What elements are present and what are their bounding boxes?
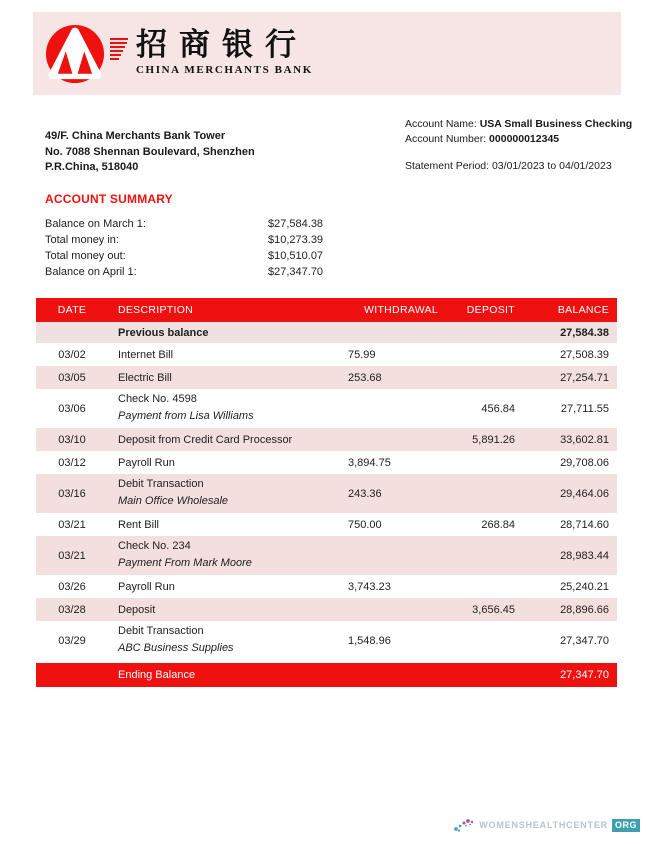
tx-deposit: 268.84 — [481, 518, 515, 531]
tx-withdrawal: 1,548.96 — [348, 634, 391, 647]
summary-row — [45, 232, 375, 248]
tx-date: 03/28 — [58, 603, 86, 616]
transactions-table — [36, 298, 617, 687]
footer-brand-suffix: ORG — [612, 819, 640, 832]
table-header-row — [36, 298, 617, 322]
tx-description-main: Debit Transaction — [118, 625, 204, 637]
tx-date: 03/29 — [58, 634, 86, 647]
tx-date: 03/02 — [58, 348, 86, 361]
tx-description — [108, 433, 340, 447]
summary-row — [45, 248, 375, 264]
bank-header-banner — [33, 12, 621, 95]
tx-balance: 27,508.39 — [560, 348, 609, 361]
previous-balance-value: 27,584.38 — [560, 326, 609, 339]
tx-description — [108, 392, 340, 425]
tx-date: 03/21 — [58, 549, 86, 562]
header-date: DATE — [57, 304, 87, 316]
address-line-3: P.R.China, 518040 — [45, 161, 139, 173]
tx-description-main: Check No. 4598 — [118, 393, 197, 405]
statement-period-row — [405, 159, 620, 174]
table-row — [36, 536, 617, 575]
tx-description — [108, 580, 340, 594]
tx-date: 03/21 — [58, 518, 86, 531]
tx-description-main: Deposit from Credit Card Processor — [118, 433, 293, 446]
table-row — [36, 343, 617, 366]
tx-withdrawal: 3,894.75 — [348, 456, 391, 469]
header-description: DESCRIPTION — [118, 304, 194, 316]
summary-row — [45, 264, 375, 280]
header-balance: BALANCE — [557, 304, 609, 316]
tx-withdrawal: 243.36 — [348, 487, 382, 500]
tx-deposit: 456.84 — [481, 402, 515, 415]
account-name-row — [405, 117, 633, 132]
footer-brand — [453, 816, 640, 834]
table-row — [36, 598, 617, 621]
transaction-rows — [36, 343, 617, 660]
account-name-value: USA Small Business Checking — [479, 118, 633, 130]
bank-name-chinese: 招商银行 — [136, 26, 308, 63]
statement-period-label: Statement Period: — [405, 160, 492, 172]
tx-date: 03/12 — [58, 456, 86, 469]
tx-date: 03/06 — [58, 402, 86, 415]
table-row — [36, 366, 617, 389]
logo-stripes-icon — [110, 29, 128, 69]
tx-description-main: Rent Bill — [118, 518, 159, 531]
tx-date: 03/10 — [58, 433, 86, 446]
bank-logo — [42, 21, 128, 87]
tx-withdrawal: 75.99 — [348, 348, 376, 361]
account-number-value: 000000012345 — [489, 133, 560, 145]
summary-value: $27,584.38 — [268, 218, 324, 230]
cmb-logo-icon — [42, 21, 108, 87]
summary-label: Balance on April 1: — [45, 266, 137, 278]
tx-balance: 28,714.60 — [560, 518, 609, 531]
tx-description-main: Payroll Run — [118, 580, 175, 593]
bank-names — [136, 28, 313, 76]
table-row — [36, 621, 617, 660]
table-row — [36, 474, 617, 513]
tx-description-note: Payment from Lisa Williams — [118, 410, 254, 422]
account-number-label: Account Number: — [405, 133, 490, 145]
tx-description-note: Main Office Wholesale — [118, 495, 229, 507]
tx-balance: 29,464.06 — [560, 487, 609, 500]
tx-date: 03/05 — [58, 371, 86, 384]
tx-deposit: 3,656.45 — [472, 603, 515, 616]
summary-value: $10,510.07 — [268, 250, 324, 262]
tx-description — [108, 539, 340, 572]
tx-balance: 27,347.70 — [560, 634, 609, 647]
ending-balance-label: Ending Balance — [118, 669, 196, 681]
account-name-label: Account Name: — [405, 118, 480, 130]
tx-description-main: Debit Transaction — [118, 478, 204, 490]
table-row — [36, 428, 617, 451]
tx-date: 03/16 — [58, 487, 86, 500]
tx-balance: 33,602.81 — [560, 433, 609, 446]
statement-period-value: 03/01/2023 to 04/01/2023 — [491, 160, 612, 172]
tx-balance: 27,711.55 — [560, 402, 609, 415]
tx-balance: 25,240.21 — [560, 580, 609, 593]
tx-balance: 28,896.66 — [560, 603, 609, 616]
tx-description-note: Payment From Mark Moore — [118, 557, 252, 569]
tx-description-main: Payroll Run — [118, 456, 175, 469]
tx-withdrawal: 253.68 — [348, 371, 382, 384]
tx-description — [108, 348, 340, 362]
tx-description — [108, 603, 340, 617]
summary-value: $27,347.70 — [268, 266, 324, 278]
summary-label: Balance on March 1: — [45, 218, 146, 230]
tx-description-main: Internet Bill — [118, 348, 174, 361]
tx-withdrawal: 750.00 — [348, 518, 382, 531]
tx-description — [108, 518, 340, 532]
table-row — [36, 389, 617, 428]
header-withdrawal: WITHDRAWAL — [364, 304, 438, 316]
tx-deposit: 5,891.26 — [472, 433, 515, 446]
tx-balance: 29,708.06 — [560, 456, 609, 469]
ending-balance-value: 27,347.70 — [560, 669, 609, 681]
table-row — [36, 513, 617, 536]
table-row — [36, 451, 617, 474]
address-line-1: 49/F. China Merchants Bank Tower — [45, 130, 226, 142]
footer-brand-text: WOMENSHEALTHCENTER — [479, 820, 608, 830]
tx-withdrawal: 3,743.23 — [348, 580, 391, 593]
bank-address — [45, 129, 255, 176]
address-line-2: No. 7088 Shennan Boulevard, Shenzhen — [45, 145, 255, 158]
tx-balance: 27,254.71 — [560, 371, 609, 384]
account-number-row — [405, 132, 620, 147]
summary-label: Total money out: — [45, 250, 126, 262]
dots-swirl-icon — [453, 816, 477, 834]
tx-description — [108, 624, 340, 657]
table-row — [36, 575, 617, 598]
account-info — [405, 117, 633, 174]
tx-description-main: Electric Bill — [118, 371, 172, 384]
tx-description — [108, 456, 340, 470]
previous-balance-label: Previous balance — [118, 326, 209, 339]
account-summary — [45, 216, 375, 280]
bank-name-english: CHINA MERCHANTS BANK — [136, 63, 313, 76]
tx-balance: 28,983.44 — [560, 549, 609, 562]
tx-date: 03/26 — [58, 580, 86, 593]
ending-balance-row — [36, 663, 617, 687]
summary-value: $10,273.39 — [268, 234, 324, 246]
account-summary-title: ACCOUNT SUMMARY — [45, 192, 173, 206]
tx-description — [108, 371, 340, 385]
tx-description-main: Deposit — [118, 603, 156, 616]
tx-description — [108, 477, 340, 510]
tx-description-note: ABC Business Supplies — [118, 642, 234, 654]
summary-label: Total money in: — [45, 234, 119, 246]
tx-description-main: Check No. 234 — [118, 540, 191, 552]
summary-row — [45, 216, 375, 232]
header-deposit: DEPOSIT — [466, 304, 515, 316]
previous-balance-row — [36, 322, 617, 343]
